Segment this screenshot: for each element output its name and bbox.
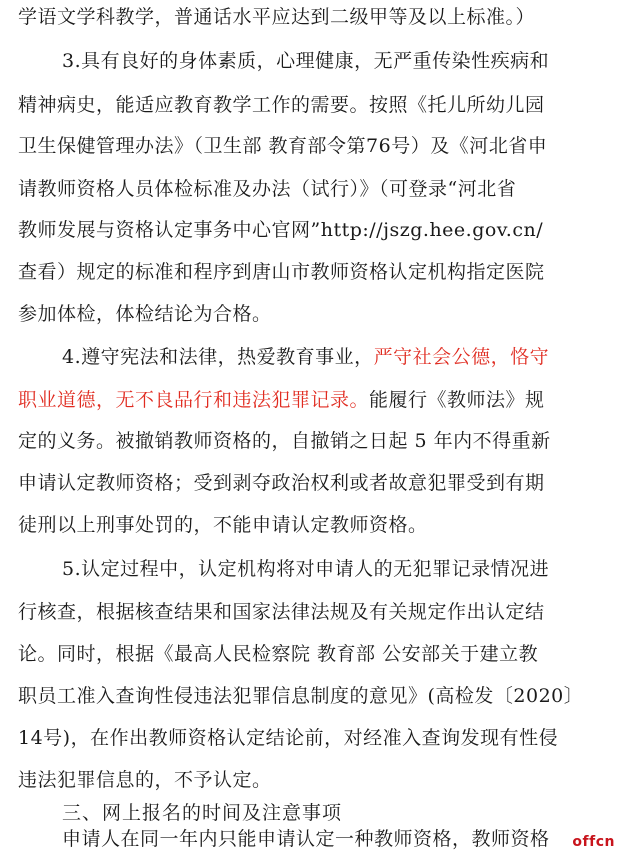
text-span: 能履行《教师法》规 [369,389,545,411]
text-line: 请教师资格人员体检标准及办法（试行）》（可登录“河北省 [18,178,517,200]
text-line: 卫生保健管理办法》（卫生部 教育部令第76号）及《河北省申 [18,135,548,157]
text-line: 精神病史，能适应教育教学工作的需要。按照《托儿所幼儿园 [18,94,545,116]
watermark-logo: offcn [572,834,615,850]
text-line: 申请认定教师资格；受到剥夺政治权利或者故意犯罪受到有期 [18,472,545,494]
paragraph-3-first-line: 3.具有良好的身体素质，心理健康，无严重传染性疾病和 [62,50,550,72]
text-line [18,387,545,413]
highlighted-text: 严守社会公德，恪守 [373,346,550,368]
text-line: 徒刑以上刑事处罚的，不能申请认定教师资格。 [18,514,428,536]
paragraph-5-first-line: 5.认定过程中，认定机构将对申请人的无犯罪记录情况进 [62,558,550,580]
text-line: 参加体检，体检结论为合格。 [18,303,272,325]
text-line: 职员工准入查询性侵违法犯罪信息制度的意见》(高检发〔2020〕 [18,685,584,707]
text-line: 学语文学科教学，普通话水平应达到二级甲等及以上标准。） [18,6,536,28]
text-line: 论。同时，根据《最高人民检察院 教育部 公安部关于建立教 [18,643,539,665]
paragraph-first-line: 申请人在同一年内只能申请认定一种教师资格，教师资格 [62,828,550,850]
highlighted-text: 职业道德，无不良品行和违法犯罪记录。 [18,389,370,411]
text-line: 违法犯罪信息的，不予认定。 [18,769,272,791]
paragraph-4-first-line [62,344,549,370]
section-heading: 三、网上报名的时间及注意事项 [62,802,343,824]
text-line: 定的义务。被撤销教师资格的，自撤销之日起 5 年内不得重新 [18,430,551,452]
text-line: 查看）规定的标准和程序到唐山市教师资格认定机构指定医院 [18,261,545,283]
text-line-with-url: 教师发展与资格认定事务中心官网”http://jszg.hee.gov.cn/ [18,219,544,241]
text-line: 14号)，在作出教师资格认定结论前，对经准入查询发现有性侵 [18,727,559,749]
text-line: 行核查，根据核查结果和国家法律法规及有关规定作出认定结 [18,601,545,623]
text-span: 4.遵守宪法和法律，热爱教育事业， [62,346,374,368]
